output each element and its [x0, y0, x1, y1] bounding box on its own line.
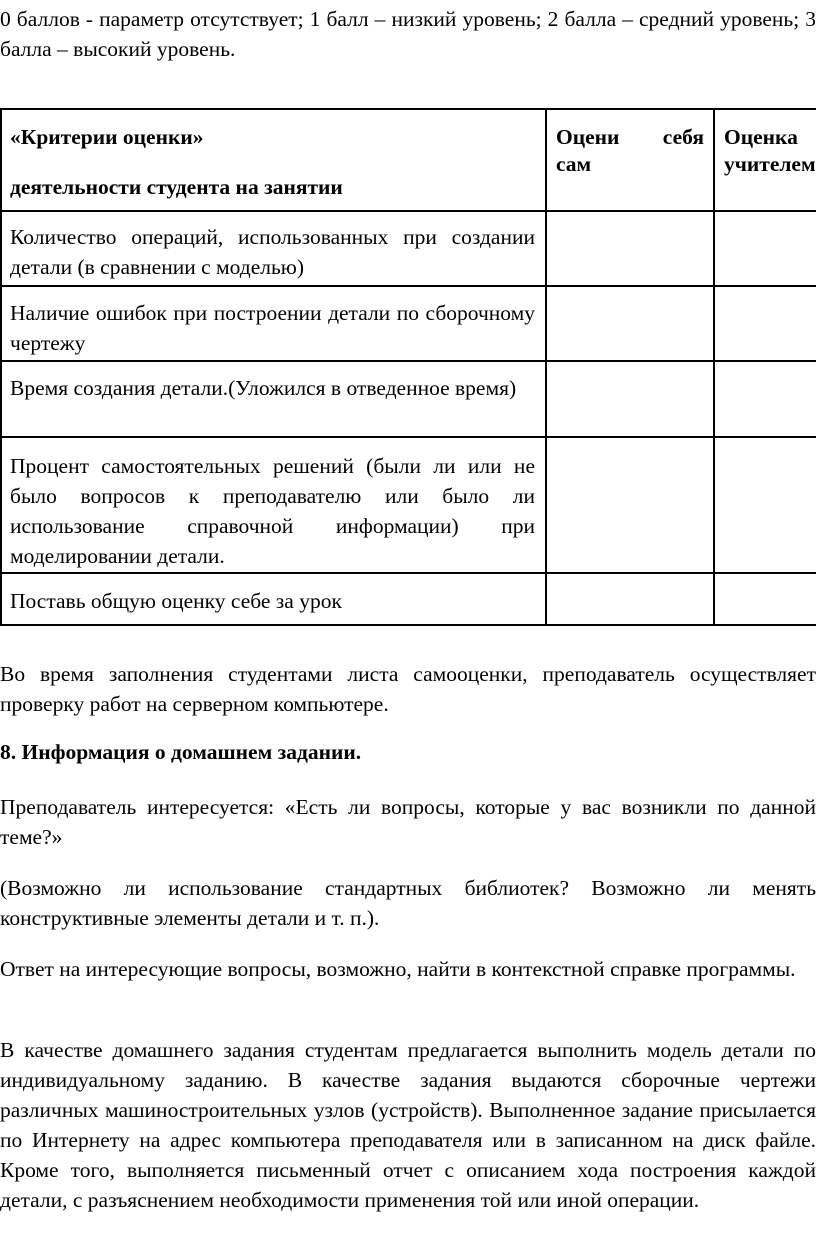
table-column-divider — [713, 108, 715, 626]
paragraph-answer: Ответ на интересующие вопросы, возможно, найти в контекстной справке программы. — [0, 957, 796, 981]
teacher-score-cell — [724, 451, 816, 569]
table-rule — [0, 285, 816, 287]
table-border-top — [0, 108, 816, 110]
criterion-cell: Поставь общую оценку себе за урок — [10, 589, 342, 613]
criterion-cell: Процент самостоятельных решений (были ли или не было вопросов к преподавателю или было ли использование справочной информации) при моделировании детали. — [10, 454, 535, 568]
table-border-left — [0, 108, 2, 626]
criteria-header-line2: деятельности студента на занятии — [10, 175, 343, 199]
table-rule — [0, 436, 816, 438]
self-assessment-header: Оцени себя — [556, 125, 704, 149]
teacher-assessment-header-line2: учителем — [724, 152, 816, 176]
self-score-cell[interactable] — [556, 451, 704, 569]
criteria-header-line1: «Критерии оценки» — [10, 125, 204, 149]
self-score-cell[interactable] — [556, 586, 704, 622]
criterion-cell: Наличие ошибок при построении детали по сборочному чертежу — [10, 301, 535, 355]
teacher-score-cell — [724, 373, 816, 433]
teacher-score-cell — [724, 222, 816, 282]
grading-scale-text: 0 баллов - параметр отсутствует; 1 балл – низкий уровень; 2 балла – средний уровень; 3 балла – высокий уровень. — [0, 7, 816, 61]
section-heading-homework: 8. Информация о домашнем задании. — [0, 740, 362, 764]
assessment-table — [0, 108, 816, 626]
self-score-cell[interactable] — [556, 222, 704, 282]
paragraph-homework: В качестве домашнего задания студентам предлагается выполнить модель детали по индивидуальному заданию. В качестве задания выдаются сборочные чертежи различных машиностроительных узлов (устройств). Выполненное задание присылается по Интернету на адрес компьютера преподавателя или в записанном на диск файле. Кроме того, выполняется письменный отчет с описанием хода построения каждой детали, с разъяснением необходимости применения той или иной операции. — [0, 1038, 816, 1212]
paragraph-question: Преподаватель интересуется: «Есть ли вопросы, которые у вас возникли по данной теме?» — [0, 795, 816, 849]
teacher-assessment-header: Оценка — [724, 125, 798, 149]
self-score-cell[interactable] — [556, 373, 704, 433]
table-column-divider — [545, 108, 547, 626]
table-rule — [0, 360, 816, 362]
criterion-cell: Количество операций, использованных при создании детали (в сравнении с моделью) — [10, 225, 535, 279]
paragraph-libraries: (Возможно ли использование стандартных библиотек? Возможно ли менять конструктивные элементы детали и т. п.). — [0, 876, 816, 930]
self-score-cell[interactable] — [556, 298, 704, 358]
table-border-bottom — [0, 624, 816, 626]
self-assessment-header-line2: сам — [556, 152, 592, 176]
teacher-score-cell — [724, 586, 816, 622]
criterion-cell: Время создания детали.(Уложился в отведенное время) — [10, 376, 517, 400]
paragraph-check: Во время заполнения студентами листа самооценки, преподаватель осуществляет проверку работ на серверном компьютере. — [0, 662, 816, 716]
teacher-score-cell — [724, 298, 816, 358]
table-rule — [0, 572, 816, 574]
table-rule — [0, 210, 816, 212]
